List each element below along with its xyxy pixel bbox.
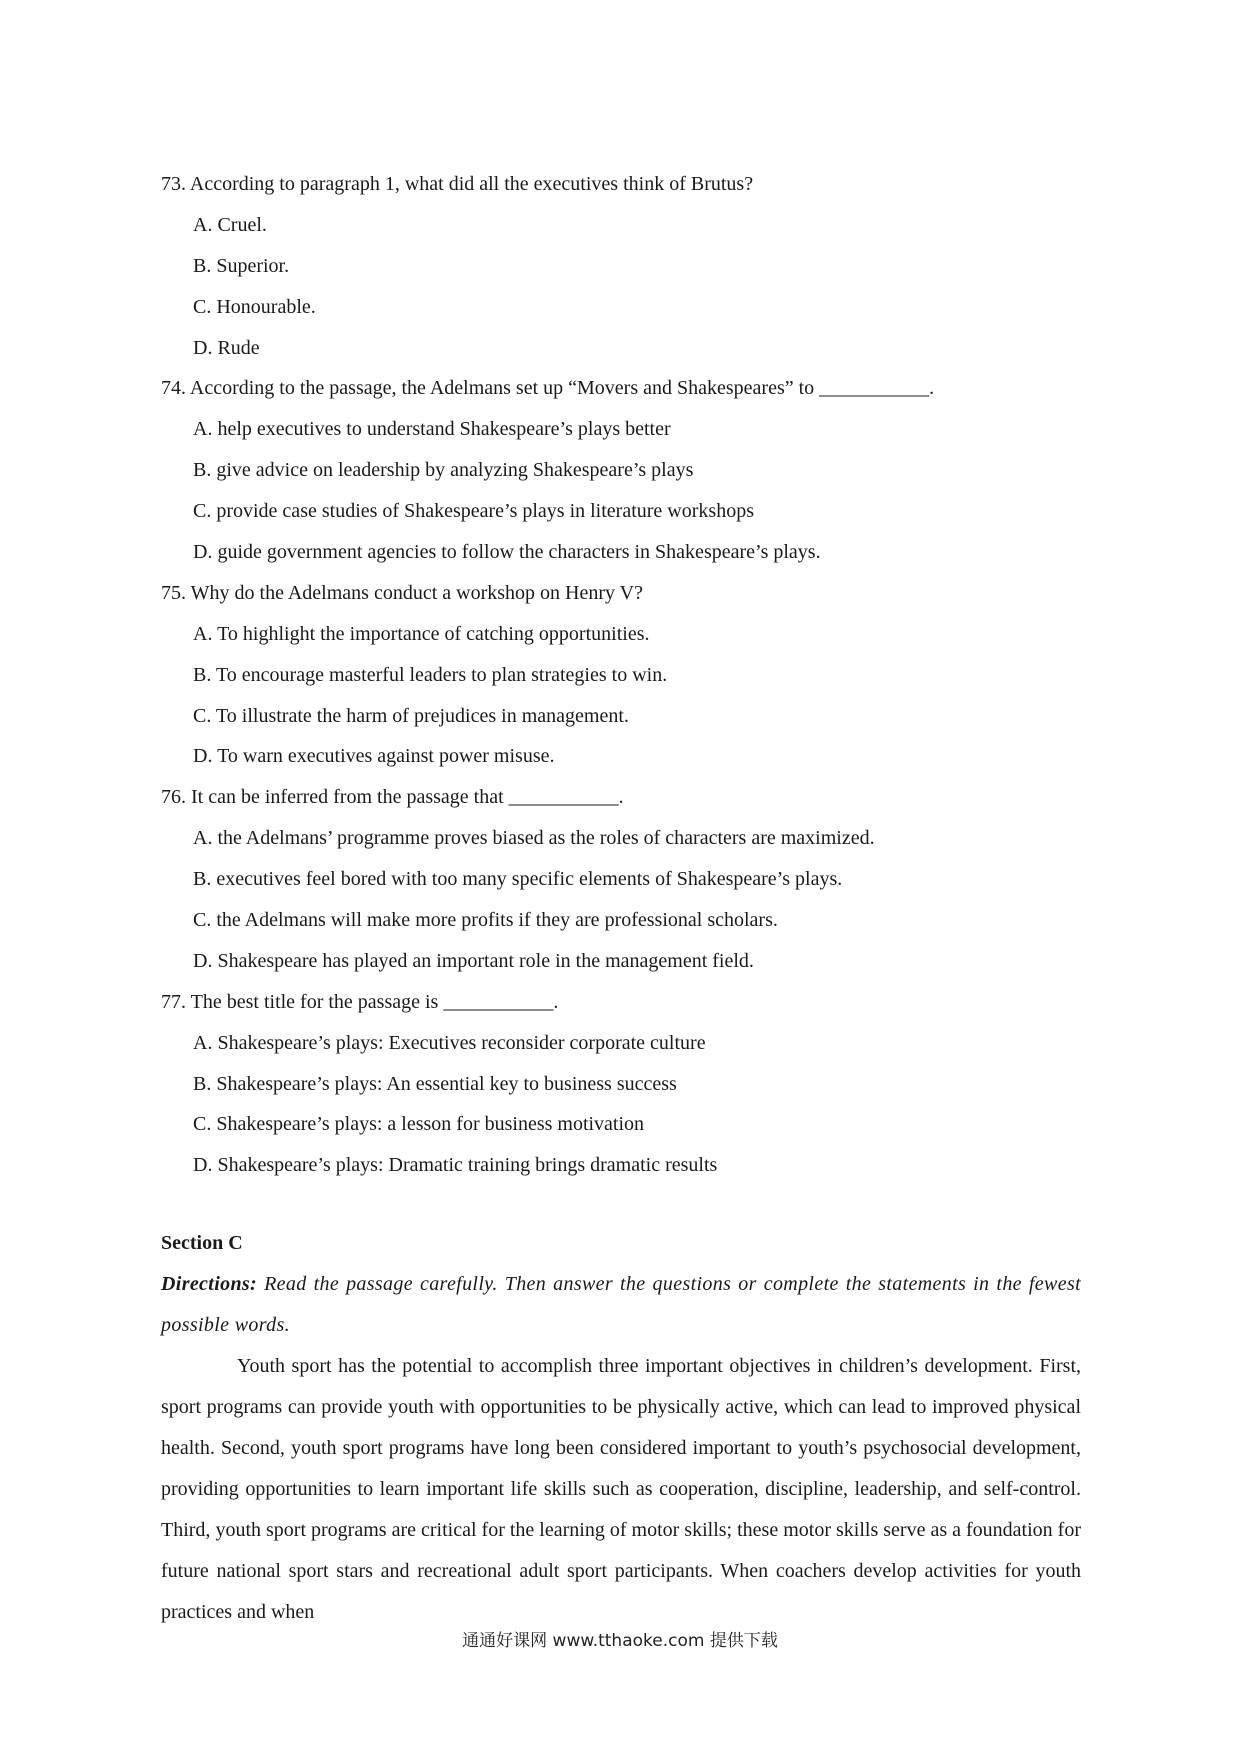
directions bbox=[161, 1264, 1081, 1346]
question-stem: 76. It can be inferred from the passage that ___________. bbox=[161, 786, 624, 809]
answer-option: A. To highlight the importance of catching opportunities. bbox=[193, 622, 650, 645]
question-list bbox=[161, 164, 1081, 1186]
question-stem: 75. Why do the Adelmans conduct a workshop on Henry V? bbox=[161, 581, 643, 604]
answer-option: C. provide case studies of Shakespeare’s plays in literature workshops bbox=[193, 500, 754, 523]
answer-option: B. Superior. bbox=[193, 254, 290, 277]
answer-option: C. Shakespeare’s plays: a lesson for business motivation bbox=[193, 1113, 645, 1136]
section-title: Section C bbox=[161, 1232, 243, 1254]
answer-option: B. executives feel bored with too many specific elements of Shakespeare’s plays. bbox=[193, 868, 843, 891]
question-stem: 77. The best title for the passage is ___________. bbox=[161, 990, 559, 1013]
answer-option: C. Honourable. bbox=[193, 295, 316, 318]
answer-option: D. guide government agencies to follow the characters in Shakespeare’s plays. bbox=[193, 541, 821, 564]
answer-option: D. Rude bbox=[193, 336, 260, 359]
passage-paragraph: Youth sport has the potential to accomplish three important objectives in children’s development. First, sport programs can provide youth with opportunities to be physically active, which can lead to improved physical health. Second, youth sport programs have long been considered important to youth’s psychosocial development, providing opportunities to learn important life skills such as cooperation, discipline, leadership, and self-control. Third, youth sport programs are critical for the learning of motor skills; these motor skills serve as a foundation for future national sport stars and recreational adult sport participants. When coachers develop activities for youth practices and when bbox=[161, 1355, 1081, 1623]
answer-option: C. the Adelmans will make more profits if they are professional scholars. bbox=[193, 909, 778, 932]
directions-label: Directions: bbox=[161, 1273, 258, 1295]
answer-option: A. Cruel. bbox=[193, 213, 267, 236]
answer-option: C. To illustrate the harm of prejudices in management. bbox=[193, 704, 629, 727]
directions-text: Read the passage carefully. Then answer the questions or complete the statements in the fewest possible words. bbox=[161, 1273, 1081, 1336]
answer-option: A. Shakespeare’s plays: Executives reconsider corporate culture bbox=[193, 1031, 706, 1054]
answer-option: D. To warn executives against power misuse. bbox=[193, 745, 555, 768]
question-stem: 74. According to the passage, the Adelmans set up “Movers and Shakespeares” to ___________. bbox=[161, 377, 935, 400]
section-c bbox=[161, 1222, 1081, 1653]
footer-watermark: 通通好课网 www.tthaoke.com 提供下载 bbox=[462, 1631, 778, 1651]
answer-option: B. To encourage masterful leaders to plan strategies to win. bbox=[193, 663, 668, 686]
answer-option: A. the Adelmans’ programme proves biased as the roles of characters are maximized. bbox=[193, 827, 875, 850]
answer-option: A. help executives to understand Shakespeare’s plays better bbox=[193, 418, 671, 441]
answer-option: D. Shakespeare’s plays: Dramatic training brings dramatic results bbox=[193, 1154, 718, 1177]
question-stem: 73. According to paragraph 1, what did all the executives think of Brutus? bbox=[161, 173, 754, 195]
answer-option: B. Shakespeare’s plays: An essential key to business success bbox=[193, 1072, 677, 1095]
answer-option: D. Shakespeare has played an important role in the management field. bbox=[193, 949, 754, 972]
answer-option: B. give advice on leadership by analyzing Shakespeare’s plays bbox=[193, 459, 694, 482]
